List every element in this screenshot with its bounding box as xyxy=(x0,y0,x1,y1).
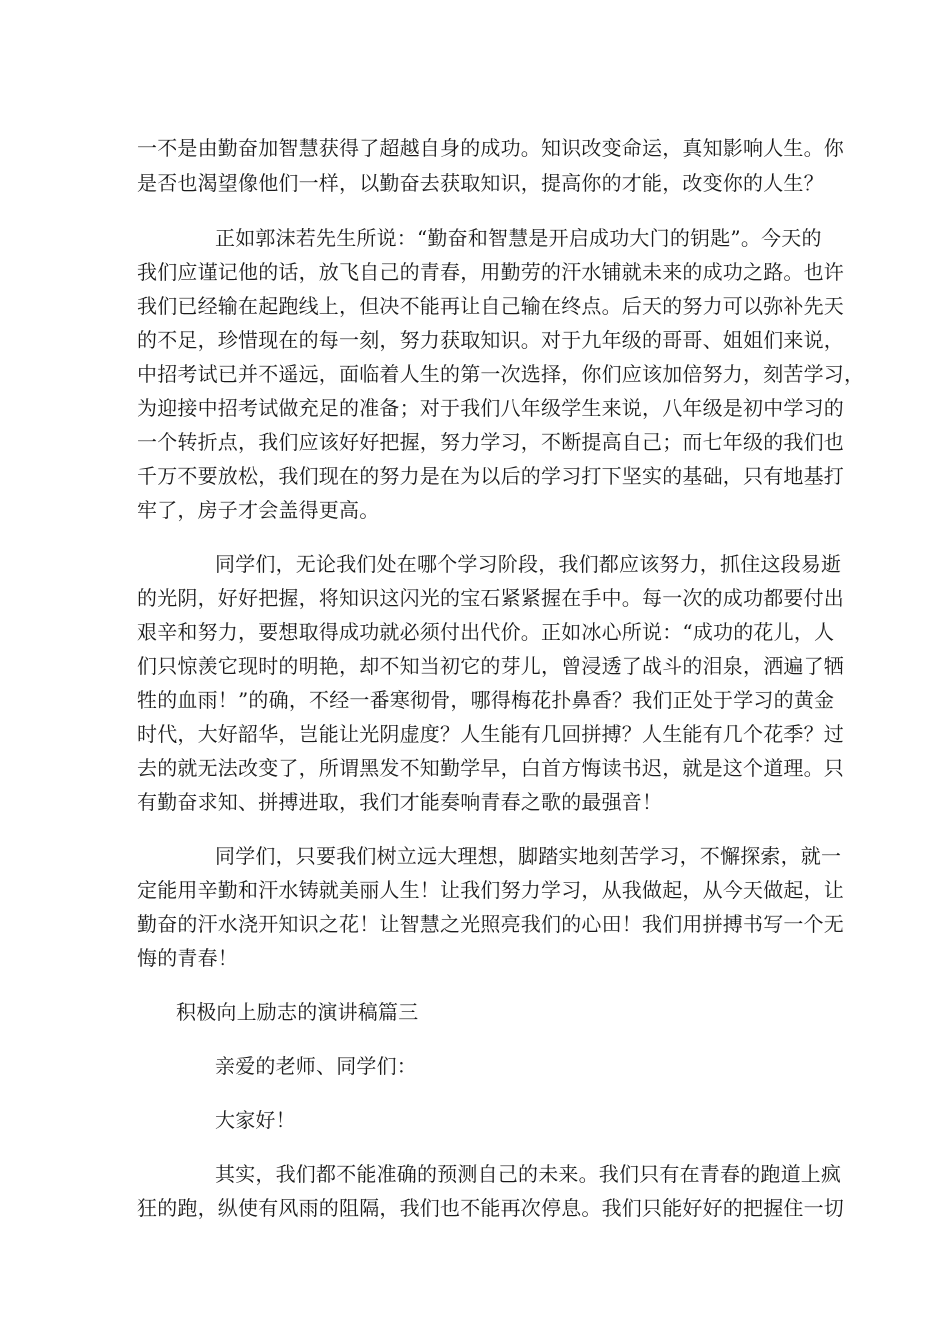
text-line: 时代，大好韶华，岂能让光阴虚度？人生能有几回拼搏？人生能有几个花季？过 xyxy=(137,722,844,746)
text-line: 的光阴，好好把握，将知识这闪光的宝石紧紧握在手中。每一次的成功都要付出 xyxy=(137,586,844,610)
text-line: 们只惊羡它现时的明艳，却不知当初它的芽儿，曾浸透了战斗的泪泉，洒遍了牺 xyxy=(137,654,844,678)
paragraph-first-line: 正如郭沫若先生所说：“勤奋和智慧是开启成功大门的钥匙”。今天的 xyxy=(215,226,822,250)
text-line: 一不是由勤奋加智慧获得了超越自身的成功。知识改变命运，真知影响人生。你 xyxy=(137,136,844,160)
text-line: 我们应谨记他的话，放飞自己的青春，用勤劳的汗水铺就未来的成功之路。也许 xyxy=(137,260,844,284)
text-line: 去的就无法改变了，所谓黑发不知勤学早，白首方悔读书迟，就是这个道理。只 xyxy=(137,756,844,780)
text-line: 有勤奋求知、拼搏进取，我们才能奏响青春之歌的最强音！ xyxy=(137,790,663,814)
text-line: 艰辛和努力，要想取得成功就必须付出代价。正如冰心所说：“成功的花儿，人 xyxy=(137,620,835,644)
paragraph-first-line: 其实，我们都不能准确的预测自己的未来。我们只有在青春的跑道上疯 xyxy=(215,1162,842,1186)
text-line: 是否也渴望像他们一样，以勤奋去获取知识，提高你的才能，改变你的人生？ xyxy=(137,171,824,195)
paragraph-first-line: 同学们，无论我们处在哪个学习阶段，我们都应该努力，抓住这段易逝 xyxy=(215,552,842,576)
text-line: 悔的青春！ xyxy=(137,946,238,970)
salutation: 亲爱的老师、同学们： xyxy=(215,1054,417,1078)
text-line: 牢了，房子才会盖得更高。 xyxy=(137,498,380,522)
greeting: 大家好！ xyxy=(215,1108,296,1132)
text-line: 的不足，珍惜现在的每一刻，努力获取知识。对于九年级的哥哥、姐姐们来说， xyxy=(137,328,844,352)
text-line: 勤奋的汗水浇开知识之花！让智慧之光照亮我们的心田！我们用拼搏书写一个无 xyxy=(137,912,844,936)
section-heading: 积极向上励志的演讲稿篇三 xyxy=(176,1000,419,1024)
paragraph-first-line: 同学们，只要我们树立远大理想，脚踏实地刻苦学习，不懈探索，就一 xyxy=(215,844,842,868)
text-line: 中招考试已并不遥远，面临着人生的第一次选择，你们应该加倍努力，刻苦学习， xyxy=(137,362,865,386)
text-line: 千万不要放松，我们现在的努力是在为以后的学习打下坚实的基础，只有地基打 xyxy=(137,464,844,488)
text-line: 狂的跑，纵使有风雨的阻隔，我们也不能再次停息。我们只能好好的把握住一切 xyxy=(137,1196,844,1220)
text-line: 一个转折点，我们应该好好把握，努力学习，不断提高自己；而七年级的我们也 xyxy=(137,430,844,454)
text-line: 定能用辛勤和汗水铸就美丽人生！让我们努力学习，从我做起，从今天做起，让 xyxy=(137,878,844,902)
text-line: 牲的血雨！”的确，不经一番寒彻骨，哪得梅花扑鼻香？我们正处于学习的黄金 xyxy=(137,688,835,712)
text-line: 为迎接中招考试做充足的准备；对于我们八年级学生来说，八年级是初中学习的 xyxy=(137,396,844,420)
text-line: 我们已经输在起跑线上，但决不能再让自己输在终点。后天的努力可以弥补先天 xyxy=(137,294,844,318)
